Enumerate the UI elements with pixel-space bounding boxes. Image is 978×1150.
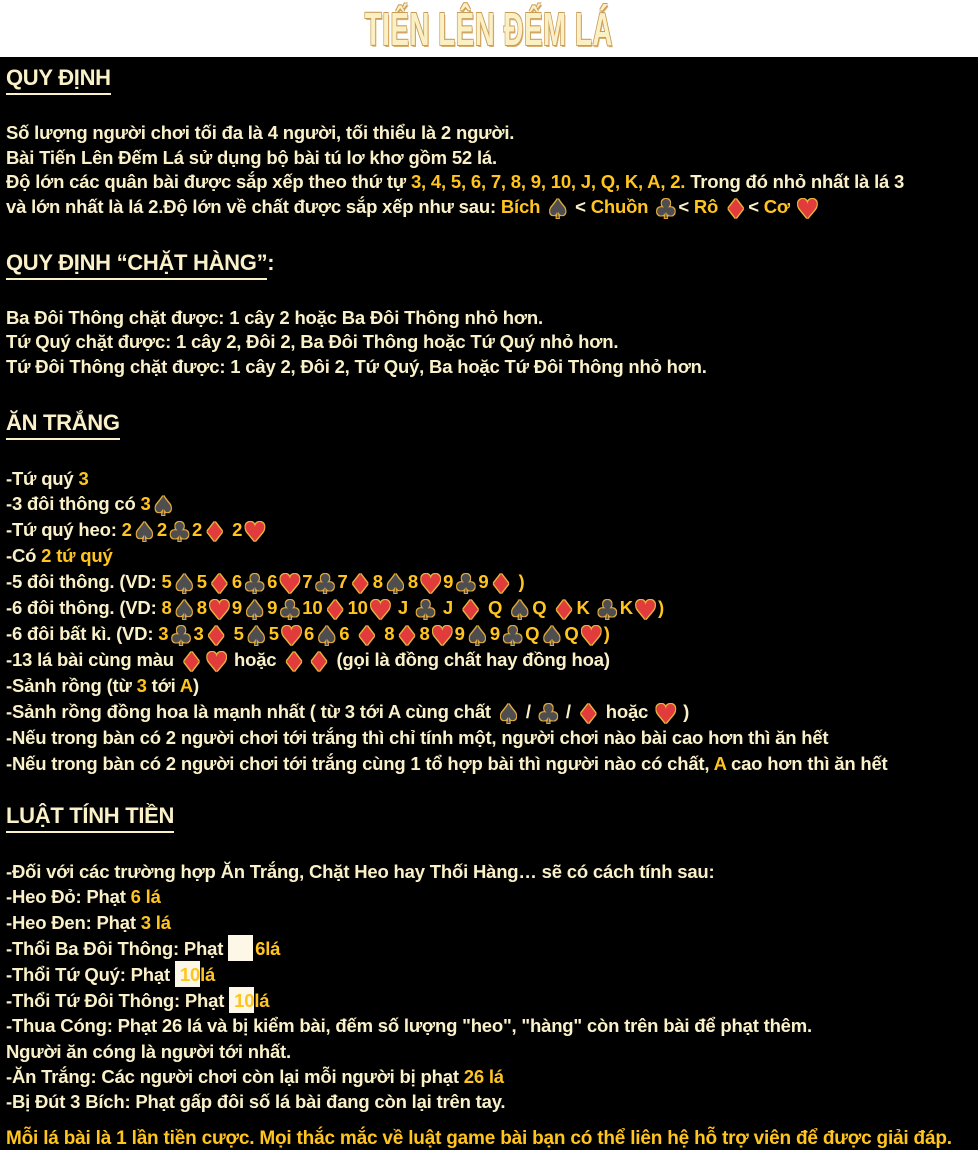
rule-line: [6, 1089, 974, 1114]
text-segment: Tứ Đôi Thông chặt được: 1 cây 2, Đôi 2, Tứ Quý, Ba hoặc Tứ Đôi Thông nhỏ hơn.: [6, 355, 707, 377]
text-segment: hoặc: [600, 701, 654, 723]
text-segment: /: [520, 701, 536, 723]
rule-line: [6, 194, 974, 225]
text-segment: -6 đôi bất kì. (VD:: [6, 623, 159, 645]
text-segment: -6 đôi thông. (VD:: [6, 597, 162, 619]
text-segment: ): [657, 597, 664, 619]
spade-icon: ♠: [546, 194, 570, 225]
diamond-icon: ♦: [576, 700, 600, 731]
spade-icon: ♠: [496, 700, 520, 731]
text-segment: Chuồn: [590, 195, 654, 217]
rule-line: [6, 121, 974, 146]
rule-line: [6, 621, 974, 653]
diamond-icon: ♦: [458, 596, 483, 627]
footer-note: Mỗi lá bài là 1 lần tiền cược. Mọi thắc mắc về luật game bài bạn có thể liên hệ hỗ trợ viên để được giải đáp.: [6, 1128, 952, 1150]
club-icon: ♣: [313, 570, 337, 601]
text-segment: 7: [337, 571, 348, 593]
heart-icon: ♥: [278, 570, 302, 601]
text-segment: 3: [140, 493, 151, 515]
rule-line: [6, 146, 974, 171]
text-segment: Rô: [693, 195, 724, 217]
text-segment: Q: [532, 597, 552, 619]
text-segment: A: [179, 675, 193, 697]
club-icon: ♣: [413, 596, 437, 627]
text-segment: 6: [231, 571, 242, 593]
penalty-number: 10: [179, 963, 201, 985]
text-segment: -Ăn Trắng: Các người chơi còn lại mỗi người bị phạt: [6, 1065, 464, 1087]
diamond-icon: ♦: [323, 596, 347, 627]
text-segment: <: [748, 195, 764, 217]
section-heading-text: QUY ĐỊNH “CHẶT HÀNG”: [6, 250, 267, 280]
text-segment: Bích: [500, 195, 546, 217]
section-heading: [6, 250, 974, 280]
diamond-icon: ♦: [348, 570, 372, 601]
rule-line: [6, 355, 974, 380]
text-segment: -Sảnh rồng (từ: [6, 675, 137, 697]
text-segment: 9: [267, 597, 278, 619]
spade-icon: ♠: [465, 622, 489, 653]
text-segment: tới: [146, 675, 180, 697]
text-segment: -Tứ quý: [6, 467, 79, 489]
text-segment: 9: [454, 623, 465, 645]
text-segment: 6: [303, 623, 315, 645]
section-heading: [6, 803, 974, 833]
spade-icon: ♠: [132, 518, 156, 549]
text-segment: 5: [161, 571, 172, 593]
penalty-number: 6: [255, 937, 266, 959]
diamond-icon: ♦: [282, 648, 306, 679]
text-segment: J: [437, 597, 458, 619]
text-segment: Số lượng người chơi tối đa là 4 người, tối thiểu là 2 người.: [6, 122, 515, 143]
text-segment: -Nếu trong bàn có 2 người chơi tới trắng thì chỉ tính một, người chơi nào bài cao hơn thì ăn hết: [6, 727, 829, 749]
text-segment: Q: [483, 597, 508, 619]
text-segment: ): [513, 571, 525, 593]
text-segment: lá: [200, 963, 216, 985]
diamond-icon: ♦: [552, 596, 576, 627]
section-heading: [6, 410, 974, 440]
heart-icon: ♥: [795, 194, 819, 225]
text-segment: 3: [136, 675, 147, 697]
rule-line: [6, 725, 974, 751]
text-segment: Trong đó nhỏ nhất là lá 3: [685, 171, 905, 193]
text-segment: hoặc: [229, 649, 282, 671]
rule-line: [6, 859, 974, 884]
text-segment: -Heo Đen: Phạt: [6, 911, 141, 933]
rule-line: [6, 491, 974, 523]
rule-line: [6, 935, 974, 961]
text-segment: 9: [478, 571, 489, 593]
heart-icon: ♥: [579, 622, 603, 653]
club-icon: ♣: [500, 622, 525, 653]
text-segment: -Thua Cóng: Phạt 26 lá và bị kiểm bài, đếm số lượng "heo", "hàng" còn trên bài để phạt thêm.: [6, 1015, 812, 1037]
section-3: [6, 410, 974, 778]
spade-icon: ♠: [172, 570, 196, 601]
text-segment: -Thổi Tứ Đôi Thông: Phạt: [6, 990, 230, 1012]
text-segment: 6: [267, 571, 278, 593]
spade-icon: ♠: [508, 596, 532, 627]
rule-line: [6, 1039, 974, 1064]
text-segment: Bài Tiến Lên Đếm Lá sử dụng bộ bài tú lơ khơ gồm 52 lá.: [6, 146, 497, 168]
rule-line: [6, 1064, 974, 1089]
text-segment: ): [192, 675, 199, 697]
text-segment: 3 lá: [140, 911, 171, 933]
text-segment: /: [560, 701, 576, 723]
diamond-icon: ♦: [489, 570, 513, 601]
text-segment: 2: [121, 519, 132, 541]
text-segment: 5: [196, 571, 207, 593]
text-segment: 6: [339, 623, 355, 645]
spade-icon: ♠: [172, 596, 196, 627]
text-segment: Q: [564, 623, 579, 645]
text-segment: 8: [379, 623, 395, 645]
text-segment: 10: [302, 597, 323, 619]
page-title: TIẾN LÊN ĐẾM LÁ: [364, 2, 614, 55]
section-1: [6, 65, 974, 225]
rule-line: [6, 306, 974, 331]
rule-line: [6, 910, 974, 935]
club-icon: ♣: [454, 570, 478, 601]
text-segment: <: [570, 195, 591, 217]
section-heading-text: QUY ĐỊNH: [6, 65, 111, 95]
text-segment: -Bị Đút 3 Bích: Phạt gấp đôi số lá bài đang còn lại trên tay.: [6, 1090, 506, 1112]
spade-icon: ♠: [383, 570, 407, 601]
text-segment: và lớn nhất là lá 2.Độ lớn về chất được sắp xếp như sau:: [6, 195, 501, 217]
club-icon: ♣: [654, 194, 678, 225]
rule-line: [6, 1013, 974, 1038]
text-segment: 2 tứ quý: [41, 545, 113, 567]
rule-line: [6, 751, 974, 777]
text-segment: -5 đôi thông. (VD:: [6, 571, 162, 593]
heart-icon: ♥: [419, 570, 443, 601]
rule-line: [6, 673, 974, 699]
text-segment: 2: [156, 519, 167, 541]
text-segment: 8: [372, 571, 383, 593]
text-segment: 26 lá: [463, 1065, 504, 1087]
rule-line: [6, 569, 974, 601]
club-icon: ♣: [278, 596, 302, 627]
diamond-icon: ♦: [724, 194, 748, 225]
text-segment: lá: [265, 937, 281, 959]
section-heading-text: LUẬT TÍNH TIỀN: [6, 803, 174, 833]
heart-icon: ♥: [207, 596, 231, 627]
text-segment: 3: [193, 623, 204, 645]
text-segment: A: [713, 753, 727, 775]
diamond-icon: ♦: [307, 648, 331, 679]
penalty-number: 10: [234, 990, 255, 1012]
text-segment: Ba Đôi Thông chặt được: 1 cây 2 hoặc Ba Đôi Thông nhỏ hơn.: [6, 306, 543, 328]
text-segment: 7: [302, 571, 313, 593]
text-segment: -Có: [6, 545, 42, 567]
text-segment: Tứ Quý chặt được: 1 cây 2, Đôi 2, Ba Đôi Thông hoặc Tứ Quý nhỏ hơn.: [6, 331, 619, 353]
text-segment: 9: [443, 571, 454, 593]
spade-icon: ♠: [242, 596, 267, 627]
text-segment: (gọi là đồng chất hay đồng hoa): [331, 649, 610, 671]
rule-line: [6, 170, 974, 195]
rules-content: [0, 65, 978, 1150]
text-segment: -Heo Đỏ: Phạt: [6, 886, 131, 908]
text-segment: 9: [231, 597, 242, 619]
rule-line: [6, 466, 974, 492]
text-segment: 5: [228, 623, 244, 645]
text-segment: -Đối với các trường hợp Ăn Trắng, Chặt Heo hay Thối Hàng… sẽ có cách tính sau:: [6, 861, 715, 883]
text-segment: 10: [347, 597, 368, 619]
heart-icon: ♥: [204, 648, 229, 679]
text-segment: -Nếu trong bàn có 2 người chơi tới trắng cùng 1 tổ hợp bài thì người nào có chất,: [6, 753, 714, 775]
text-segment: J: [392, 597, 413, 619]
text-segment: K: [619, 597, 633, 619]
rule-line: [6, 884, 974, 909]
text-segment: K: [576, 597, 595, 619]
heart-icon: ♥: [368, 596, 392, 627]
text-segment: 3: [158, 623, 169, 645]
diamond-icon: ♦: [203, 518, 227, 549]
text-segment: 8: [196, 597, 207, 619]
text-segment: 8: [161, 597, 172, 619]
text-segment: lá: [254, 990, 270, 1012]
text-segment: cao hơn thì ăn hết: [726, 753, 888, 775]
text-segment: ): [678, 701, 690, 723]
text-segment: ): [603, 623, 610, 645]
rule-line: [6, 987, 974, 1013]
highlight-box: [228, 935, 253, 961]
diamond-icon: ♦: [355, 622, 379, 653]
text-segment: -3 đôi thông có: [6, 493, 141, 515]
text-segment: 2: [227, 519, 243, 541]
text-segment: <: [678, 195, 694, 217]
text-segment: -Sảnh rồng đồng hoa là mạnh nhất ( từ 3 tới A cùng chất: [6, 701, 496, 723]
club-icon: ♣: [169, 622, 193, 653]
club-icon: ♣: [167, 518, 192, 549]
heart-icon: ♥: [633, 596, 657, 627]
rule-line: [6, 961, 974, 987]
text-segment: -Thổi Tứ Quý: Phạt: [6, 963, 175, 985]
text-segment: 8: [407, 571, 418, 593]
heart-icon: ♥: [243, 518, 267, 549]
diamond-icon: ♦: [179, 648, 203, 679]
title-bar: [0, 0, 978, 57]
diamond-icon: ♦: [207, 570, 231, 601]
text-segment: -Thổi Ba Đôi Thông: Phạt: [6, 937, 229, 959]
text-segment: 9: [489, 623, 500, 645]
rule-line: [6, 517, 974, 549]
text-segment: 5: [268, 623, 279, 645]
heart-icon: ♥: [654, 700, 678, 731]
text-segment: Q: [525, 623, 540, 645]
section-4: [6, 803, 974, 1114]
club-icon: ♣: [242, 570, 267, 601]
club-icon: ♣: [536, 700, 560, 731]
text-segment: 3: [78, 467, 89, 489]
spade-icon: ♠: [244, 622, 268, 653]
rule-line: [6, 595, 974, 627]
section-2: [6, 250, 974, 380]
section-heading-suffix: :: [267, 249, 275, 275]
text-segment: 6 lá: [130, 886, 161, 908]
section-heading: [6, 65, 974, 95]
diamond-icon: ♦: [395, 622, 419, 653]
rule-line: [6, 699, 974, 731]
rule-line: [6, 647, 974, 679]
text-segment: 2: [192, 519, 203, 541]
section-heading-text: ĂN TRẮNG: [6, 410, 120, 440]
club-icon: ♣: [595, 596, 619, 627]
text-segment: 8: [419, 623, 430, 645]
diamond-icon: ♦: [204, 622, 228, 653]
text-segment: Người ăn cóng là người tới nhất.: [6, 1040, 291, 1062]
rule-line: [6, 330, 974, 355]
heart-icon: ♥: [279, 622, 303, 653]
heart-icon: ♥: [430, 622, 454, 653]
text-segment: Độ lớn các quân bài được sắp xếp theo thứ tự: [6, 171, 411, 193]
text-segment: 3, 4, 5, 6, 7, 8, 9, 10, J, Q, K, A, 2.: [410, 171, 686, 193]
text-segment: Cơ: [763, 195, 795, 217]
spade-icon: ♠: [315, 622, 339, 653]
text-segment: -13 lá bài cùng màu: [6, 649, 179, 671]
text-segment: -Tứ quý heo:: [6, 519, 122, 541]
spade-icon: ♠: [151, 492, 175, 523]
spade-icon: ♠: [540, 622, 564, 653]
